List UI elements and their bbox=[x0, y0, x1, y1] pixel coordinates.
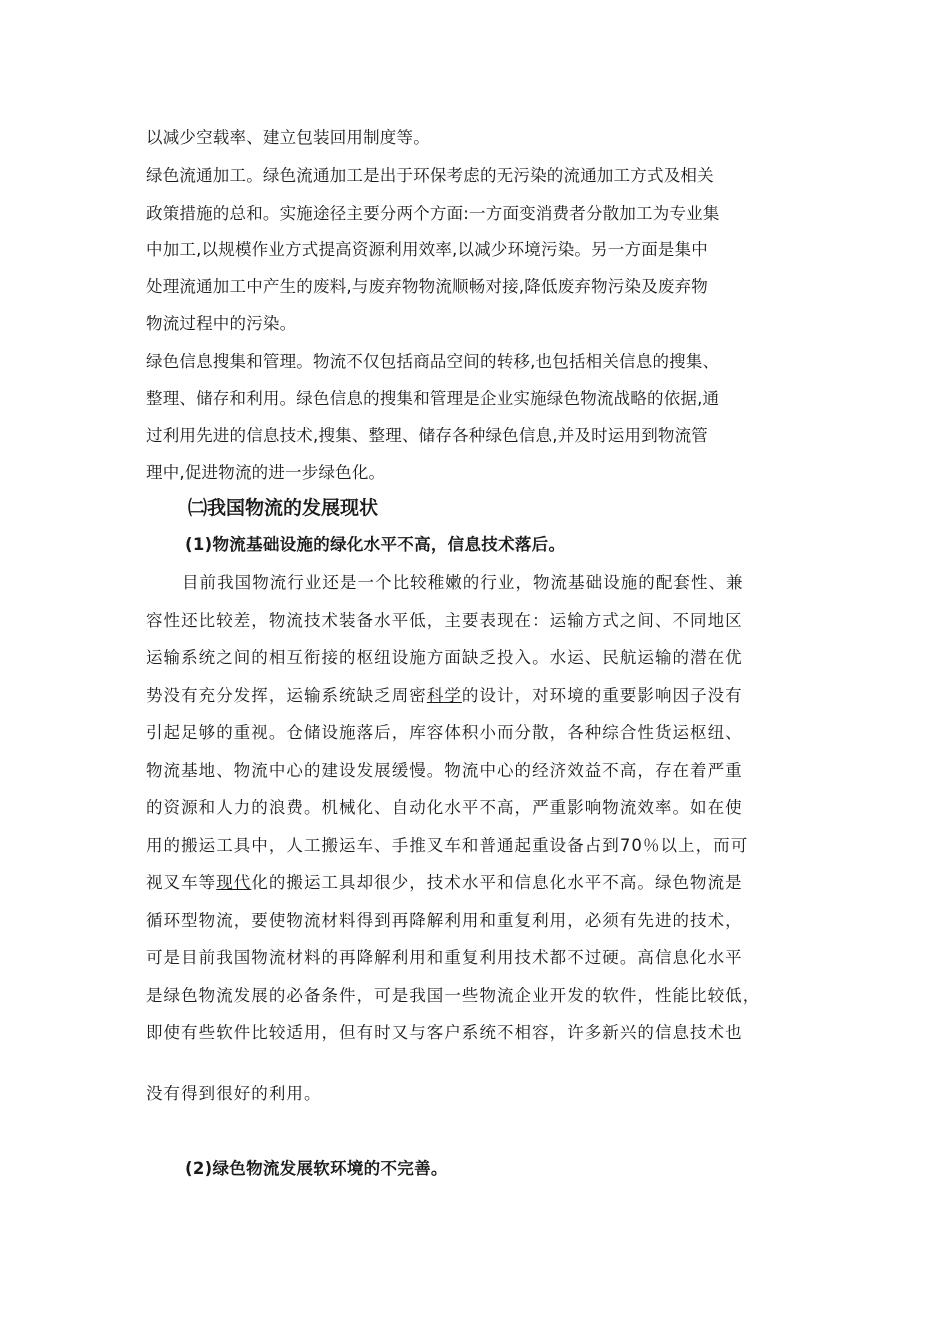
paragraph-line: 循环型物流，要使物流材料得到再降解利用和重复利用，必须有先进的技术， bbox=[146, 911, 743, 930]
modern-link[interactable]: 现代 bbox=[216, 873, 252, 892]
subsection-heading: (1)物流基础设施的绿化水平不高，信息技术落后。 bbox=[185, 535, 566, 554]
paragraph-line: 中加工,以规模作业方式提高资源利用效率,以减少环境污染。另一方面是集中 bbox=[146, 240, 708, 259]
paragraph-line: 处理流通加工中产生的废料,与废弃物物流顺畅对接,降低废弃物污染及废弃物 bbox=[146, 277, 708, 296]
paragraph-line: 即使有些软件比较适用，但有时又与客户系统不相容，许多新兴的信息技术也 bbox=[146, 1023, 743, 1042]
text-run: 化的搬运工具却很少，技术水平和信息化水平不高。绿色物流是 bbox=[251, 873, 743, 892]
science-link[interactable]: 科学 bbox=[426, 686, 462, 705]
paragraph-line: 以减少空载率、建立包装回用制度等。 bbox=[146, 128, 430, 147]
paragraph-line bbox=[146, 686, 826, 706]
paragraph-line: 用的搬运工具中，人工搬运车、手推叉车和普通起重设备占到70％以上，而可 bbox=[146, 836, 749, 855]
paragraph-line: 理中,促进物流的进一步绿色化。 bbox=[146, 463, 386, 482]
paragraph-line: 容性还比较差，物流技术装备水平低，主要表现在：运输方式之间、不同地区 bbox=[146, 611, 743, 630]
paragraph-line: 绿色流通加工。绿色流通加工是出于环保考虑的无污染的流通加工方式及相关 bbox=[146, 166, 714, 185]
section-heading: ㈡我国物流的发展现状 bbox=[188, 497, 379, 519]
text-run: 的设计，对环境的重要影响因子没有 bbox=[461, 686, 743, 705]
paragraph-line: 整理、储存和利用。绿色信息的搜集和管理是企业实施绿色物流战略的依据,通 bbox=[146, 389, 720, 408]
paragraph-line: 引起足够的重视。仓储设施落后，库容体积小而分散，各种综合性货运枢纽、 bbox=[146, 723, 743, 742]
paragraph-line: 物流过程中的污染。 bbox=[146, 314, 297, 333]
text-run: 势没有充分发挥，运输系统缺乏周密 bbox=[146, 686, 427, 705]
subsection-heading: (2)绿色物流发展软环境的不完善。 bbox=[185, 1159, 448, 1178]
paragraph-line: 物流基地、物流中心的建设发展缓慢。物流中心的经济效益不高，存在着严重 bbox=[146, 761, 743, 780]
paragraph-line: 过利用先进的信息技术,搜集、整理、储存各种绿色信息,并及时运用到物流管 bbox=[146, 426, 708, 445]
paragraph-line: 绿色信息搜集和管理。物流不仅包括商品空间的转移,也包括相关信息的搜集、 bbox=[146, 352, 720, 371]
paragraph-line: 可是目前我国物流材料的再降解利用和重复利用技术都不过硬。高信息化水平 bbox=[146, 948, 743, 967]
text-run: 视叉车等 bbox=[146, 873, 217, 892]
paragraph-line: 目前我国物流行业还是一个比较稚嫩的行业，物流基础设施的配套性、兼 bbox=[182, 573, 744, 592]
paragraph-line: 运输系统之间的相互衔接的枢纽设施方面缺乏投入。水运、民航运输的潜在优 bbox=[146, 648, 743, 667]
paragraph-line: 政策措施的总和。实施途径主要分两个方面:一方面变消费者分散加工为专业集 bbox=[146, 204, 720, 223]
paragraph-line bbox=[146, 873, 826, 893]
paragraph-line: 没有得到很好的利用。 bbox=[146, 1084, 322, 1103]
paragraph-line: 的资源和人力的浪费。机械化、自动化水平不高，严重影响物流效率。如在使 bbox=[146, 798, 743, 817]
paragraph-line: 是绿色物流发展的必备条件，可是我国一些物流企业开发的软件，性能比较低， bbox=[146, 986, 761, 1005]
